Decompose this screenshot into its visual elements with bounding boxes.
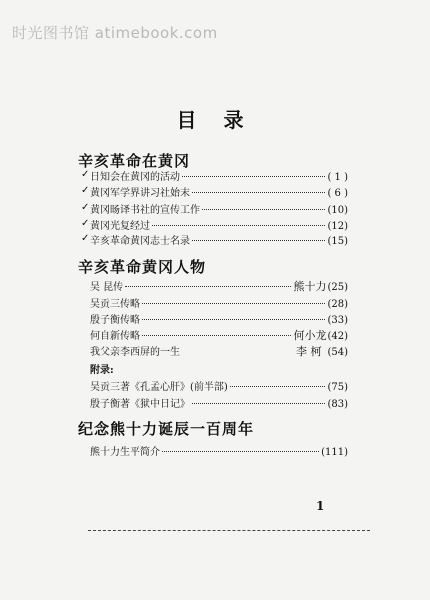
dot-leader [142, 303, 325, 304]
toc-entry[interactable] [81, 168, 348, 184]
section-heading-xinhai-figures: 辛亥革命黄冈人物 [78, 258, 207, 276]
entry-page: (54) [327, 347, 348, 358]
check-mark-icon: ✓ [81, 202, 90, 213]
entry-page: ( 1 ) [327, 172, 348, 183]
check-mark-icon: ✓ [81, 233, 90, 244]
entry-title: 殷子衡传略 [90, 315, 140, 326]
dot-leader [192, 240, 325, 241]
entry-title: 吴贡三传略 [90, 299, 140, 310]
page-number: 1 [316, 499, 325, 513]
toc-entry[interactable] [81, 201, 348, 217]
entry-page: (33) [327, 315, 348, 326]
entry-title: 吴贡三著《孔孟心肝》(前半部) [90, 382, 228, 393]
toc-entry[interactable] [90, 443, 348, 459]
dot-leader [192, 403, 325, 404]
entry-author: 李 柯 [295, 345, 322, 358]
entry-title: 黄冈旸译书社的宣传工作 [90, 205, 200, 216]
entry-title: 黄冈军学界讲习社始末 [90, 188, 190, 199]
toc-entry[interactable] [90, 311, 348, 327]
toc-entry[interactable] [90, 378, 348, 394]
entry-title: 熊十力生平简介 [90, 447, 160, 458]
entry-page: ( 6 ) [327, 188, 348, 199]
entry-title: 辛亥革命黄冈志士名录 [90, 236, 190, 247]
entry-title: 何自新传略 [90, 331, 140, 342]
toc-entry[interactable] [81, 232, 348, 248]
entry-page: (15) [327, 236, 348, 247]
dot-leader [202, 209, 325, 210]
check-mark-icon: ✓ [81, 218, 90, 229]
page-title: 目 录 [176, 108, 254, 132]
toc-entry[interactable] [90, 343, 348, 359]
toc-entry[interactable] [90, 327, 348, 343]
dot-leader [125, 286, 291, 287]
dot-leader [230, 386, 326, 387]
entry-page: (83) [327, 399, 348, 410]
entry-title: 吴 昆传 [90, 282, 124, 293]
dot-leader [142, 335, 291, 336]
dot-leader [152, 225, 325, 226]
toc-entry[interactable] [90, 395, 348, 411]
entry-page: (111) [321, 447, 348, 458]
entry-title: 日知会在黄冈的活动 [90, 172, 180, 183]
entry-page: (12) [327, 221, 348, 232]
entry-page: (25) [327, 282, 348, 293]
toc-entry[interactable] [90, 295, 348, 311]
dot-leader [162, 451, 319, 452]
watermark-text: 时光图书馆 atimebook.com [12, 24, 218, 42]
appendix-label: 附录: [90, 365, 114, 376]
check-mark-icon: ✓ [81, 169, 90, 180]
entry-title: 殷子衡著《狱中日记》 [90, 399, 190, 410]
dot-leader [192, 192, 325, 193]
toc-entry[interactable] [81, 217, 348, 233]
section-heading-xinhai-in-huanggang: 辛亥革命在黄冈 [78, 152, 191, 170]
dot-leader [142, 319, 325, 320]
entry-page: (10) [327, 205, 348, 216]
toc-entry[interactable] [81, 184, 348, 200]
entry-author: 熊十力 [293, 280, 327, 293]
entry-page: (28) [327, 299, 348, 310]
bottom-rule-divider [88, 530, 370, 531]
check-mark-icon: ✓ [81, 185, 90, 196]
dot-leader [182, 176, 325, 177]
entry-author: 何小龙 [293, 329, 327, 342]
toc-entry[interactable] [90, 278, 348, 294]
entry-page: (42) [327, 331, 348, 342]
entry-page: (75) [327, 382, 348, 393]
section-heading-xiong-shili-centenary: 纪念熊十力诞辰一百周年 [78, 420, 255, 438]
entry-title: 我父亲李西屏的一生 [90, 347, 180, 358]
entry-title: 黄冈光复经过 [90, 221, 150, 232]
